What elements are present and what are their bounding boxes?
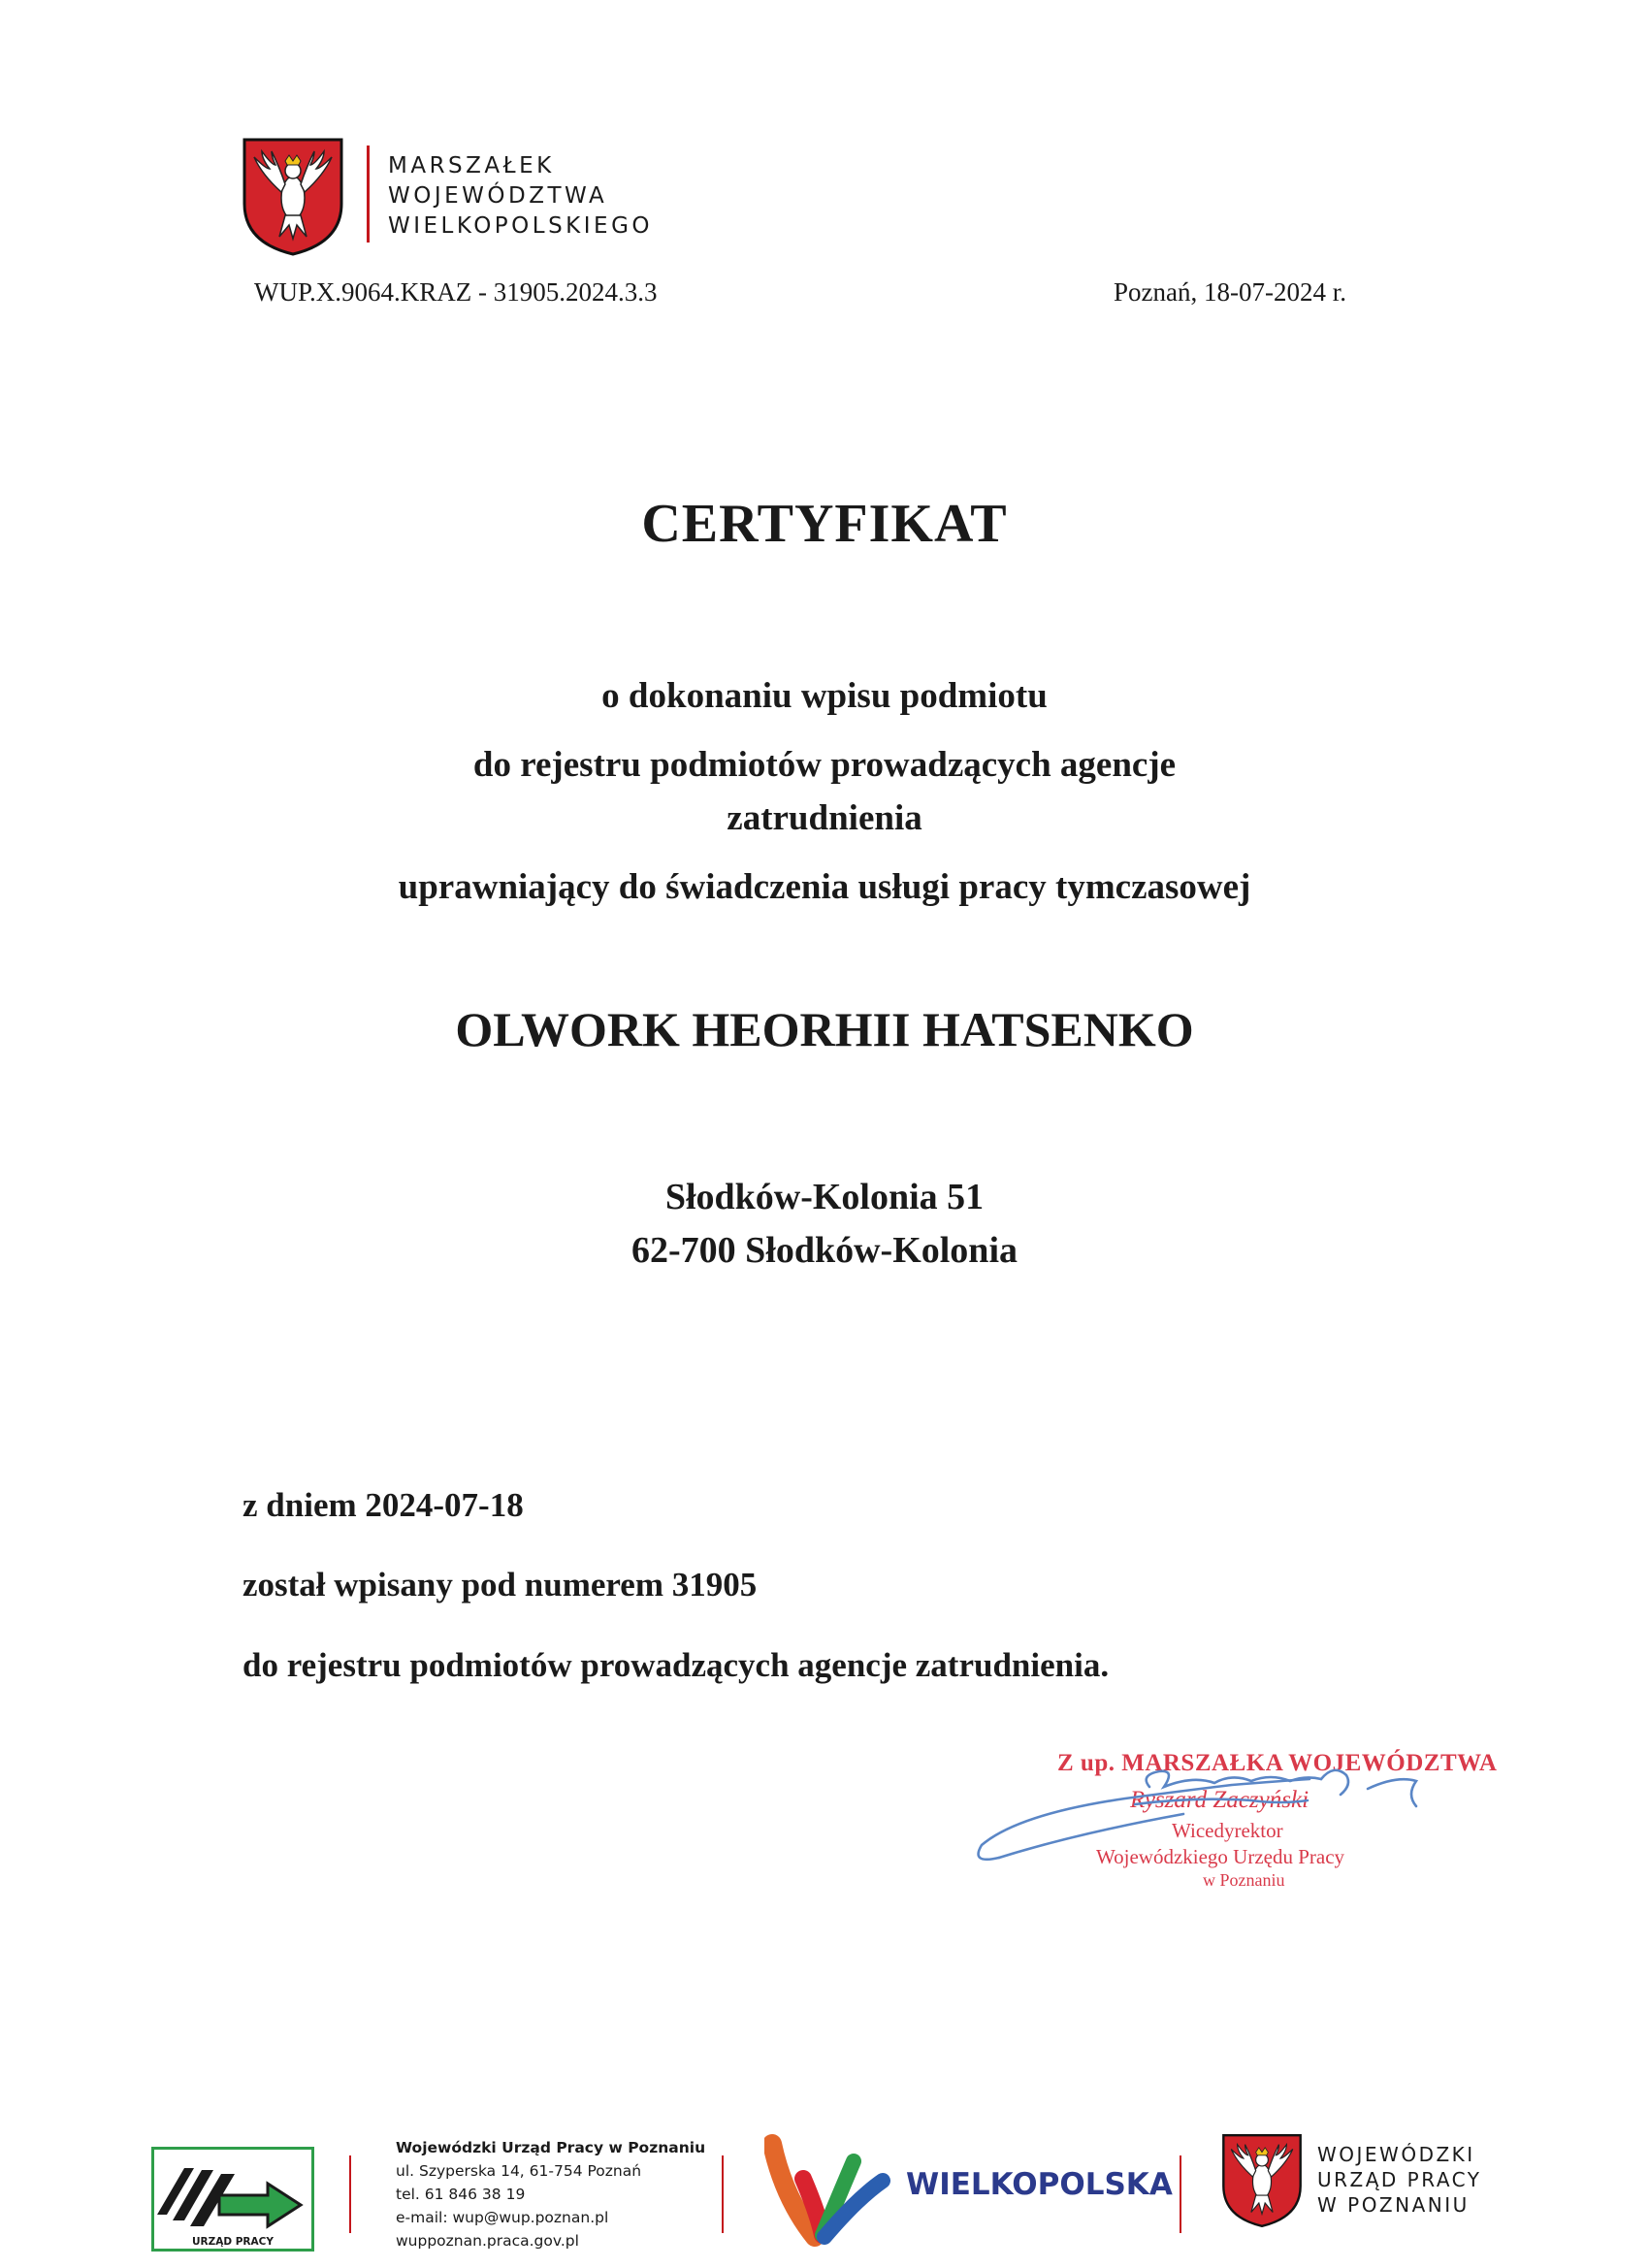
footer-phone: tel. 61 846 38 19 bbox=[396, 2186, 526, 2203]
footer-divider bbox=[1180, 2155, 1181, 2233]
document-reference: WUP.X.9064.KRAZ - 31905.2024.3.3 bbox=[254, 277, 658, 307]
entry-register-line: do rejestru podmiotów prowadzących agencje zatrudnienia. bbox=[242, 1646, 1110, 1684]
wielkopolska-wordmark: WIELKOPOLSKA bbox=[906, 2167, 1173, 2202]
footer-contact bbox=[396, 2136, 705, 2252]
footer-office-name: Wojewódzki Urząd Pracy w Poznaniu bbox=[396, 2139, 706, 2156]
certificate-subtitle-line: zatrudnienia bbox=[727, 798, 922, 838]
certificate-subtitle-line: do rejestru podmiotów prowadzących agencje bbox=[472, 745, 1177, 785]
issuer-title-line: MARSZAŁEK bbox=[388, 153, 555, 178]
stamp-office-line: Wojewódzkiego Urzędu Pracy bbox=[1096, 1845, 1345, 1868]
certificate-subtitle-line: uprawniający do świadczenia usługi pracy tymczasowej bbox=[398, 867, 1251, 907]
wup-name-line: W POZNANIU bbox=[1317, 2193, 1470, 2217]
urzad-pracy-logo-icon bbox=[151, 2147, 314, 2252]
handwritten-signature-icon bbox=[960, 1736, 1474, 1901]
footer-website: wuppoznan.praca.gov.pl bbox=[396, 2232, 579, 2250]
official-stamp bbox=[960, 1736, 1498, 1901]
wielkopolska-logo-icon bbox=[764, 2130, 890, 2249]
stamp-city-line: w Poznaniu bbox=[1203, 1870, 1285, 1890]
issuer-title-line: WIELKOPOLSKIEGO bbox=[388, 213, 654, 239]
issuer-title bbox=[388, 151, 653, 242]
entry-number-line: został wpisany pod numerem 31905 bbox=[242, 1566, 758, 1604]
wup-name bbox=[1317, 2142, 1481, 2218]
footer-address: ul. Szyperska 14, 61-754 Poznań bbox=[396, 2162, 642, 2180]
stamp-signatory-name: Ryszard Zaczyński bbox=[1130, 1787, 1310, 1813]
footer-divider bbox=[722, 2155, 724, 2233]
footer-email: e-mail: wup@wup.poznan.pl bbox=[396, 2209, 609, 2226]
company-name: OLWORK HEORHII HATSENKO bbox=[455, 1002, 1194, 1056]
wup-name-line: WOJEWÓDZKI bbox=[1317, 2143, 1475, 2166]
header-divider bbox=[367, 146, 370, 243]
stamp-signatory-role: Wicedyrektor bbox=[1172, 1819, 1283, 1842]
certificate-title: CERTYFIKAT bbox=[641, 494, 1008, 554]
wup-name-line: URZĄD PRACY bbox=[1317, 2168, 1482, 2191]
footer-divider bbox=[349, 2155, 351, 2233]
eagle-crest-icon bbox=[241, 136, 345, 258]
certificate-subtitle-line: o dokonaniu wpisu podmiotu bbox=[601, 676, 1048, 716]
company-address-line: Słodków-Kolonia 51 bbox=[664, 1177, 985, 1217]
eagle-crest-small-icon bbox=[1220, 2132, 1304, 2229]
document-place-date: Poznań, 18-07-2024 r. bbox=[1114, 277, 1346, 307]
stamp-line: Z up. MARSZAŁKA WOJEWÓDZTWA bbox=[1057, 1750, 1498, 1776]
urzad-pracy-logo-text: URZĄD PRACY bbox=[192, 2236, 274, 2248]
issuer-title-line: WOJEWÓDZTWA bbox=[388, 183, 608, 209]
entry-date-line: z dniem 2024-07-18 bbox=[242, 1486, 524, 1524]
company-address-line: 62-700 Słodków-Kolonia bbox=[630, 1230, 1018, 1271]
